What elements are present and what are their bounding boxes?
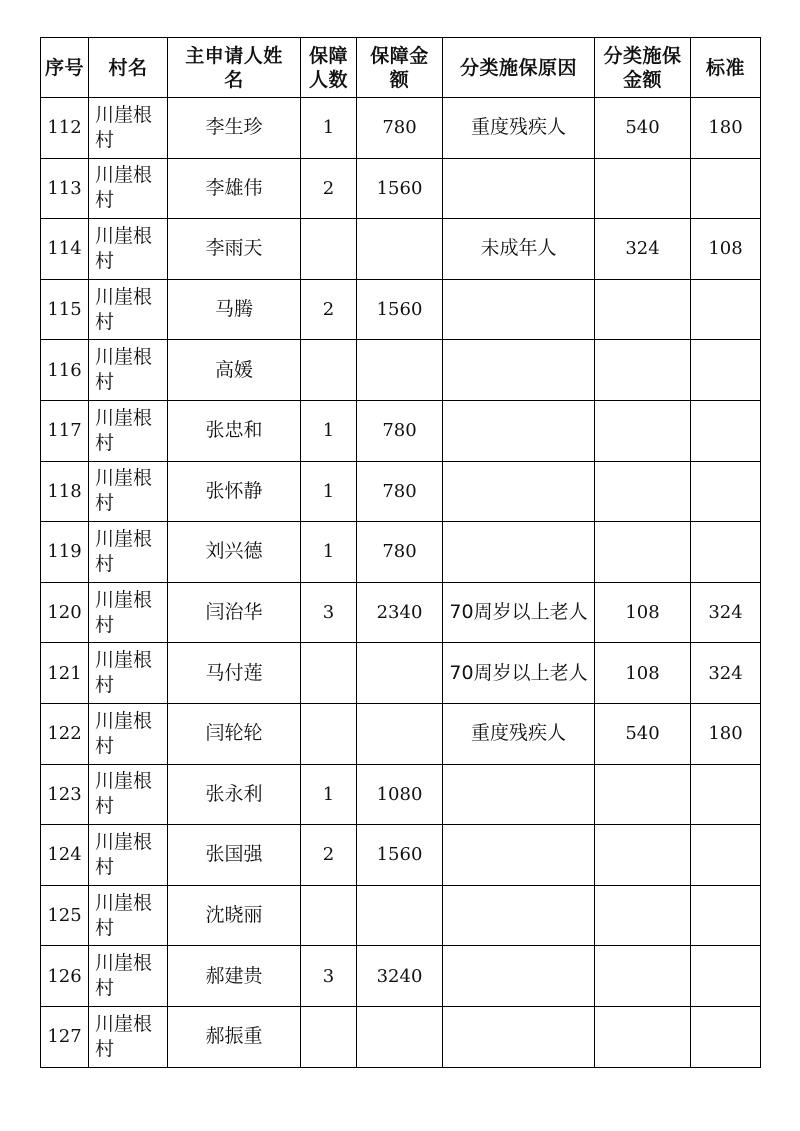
- cell-applicant: 马付莲: [168, 643, 301, 704]
- cell-seq: 116: [41, 340, 89, 401]
- cell-amount: 1080: [357, 764, 443, 825]
- cell-persons: 3: [301, 582, 357, 643]
- cell-category-amount: [595, 461, 691, 522]
- cell-amount: [357, 643, 443, 704]
- cell-seq: 113: [41, 158, 89, 219]
- cell-amount: 780: [357, 522, 443, 583]
- table-row: [41, 461, 761, 522]
- table-row: [41, 946, 761, 1007]
- cell-persons: 2: [301, 158, 357, 219]
- table-row: [41, 98, 761, 159]
- cell-amount: 1560: [357, 825, 443, 886]
- cell-seq: 115: [41, 279, 89, 340]
- cell-persons: 2: [301, 825, 357, 886]
- table-row: [41, 643, 761, 704]
- cell-village: 川崖根村: [89, 158, 168, 219]
- cell-seq: 120: [41, 582, 89, 643]
- table-row: [41, 885, 761, 946]
- cell-persons: 3: [301, 946, 357, 1007]
- cell-village: 川崖根村: [89, 522, 168, 583]
- cell-standard: [691, 279, 761, 340]
- header-persons: 保障人数: [301, 38, 357, 98]
- cell-category-amount: 540: [595, 98, 691, 159]
- cell-seq: 124: [41, 825, 89, 886]
- cell-reason: [443, 522, 595, 583]
- cell-applicant: 张国强: [168, 825, 301, 886]
- cell-persons: 1: [301, 461, 357, 522]
- cell-persons: [301, 643, 357, 704]
- cell-amount: [357, 885, 443, 946]
- cell-category-amount: [595, 885, 691, 946]
- cell-applicant: 李生珍: [168, 98, 301, 159]
- cell-persons: 1: [301, 98, 357, 159]
- cell-standard: [691, 400, 761, 461]
- cell-seq: 114: [41, 219, 89, 280]
- cell-applicant: 沈晓丽: [168, 885, 301, 946]
- cell-village: 川崖根村: [89, 461, 168, 522]
- cell-village: 川崖根村: [89, 400, 168, 461]
- cell-village: 川崖根村: [89, 1006, 168, 1067]
- cell-category-amount: [595, 764, 691, 825]
- cell-standard: [691, 461, 761, 522]
- cell-village: 川崖根村: [89, 279, 168, 340]
- cell-standard: [691, 1006, 761, 1067]
- cell-reason: 未成年人: [443, 219, 595, 280]
- cell-standard: [691, 764, 761, 825]
- cell-seq: 123: [41, 764, 89, 825]
- cell-village: 川崖根村: [89, 825, 168, 886]
- cell-seq: 122: [41, 703, 89, 764]
- cell-persons: [301, 219, 357, 280]
- cell-applicant: 李雨天: [168, 219, 301, 280]
- cell-reason: [443, 1006, 595, 1067]
- cell-amount: 780: [357, 400, 443, 461]
- cell-standard: [691, 158, 761, 219]
- table-row: [41, 825, 761, 886]
- cell-reason: [443, 946, 595, 1007]
- cell-standard: 180: [691, 703, 761, 764]
- cell-standard: 324: [691, 582, 761, 643]
- cell-category-amount: [595, 340, 691, 401]
- cell-reason: 70周岁以上老人: [443, 582, 595, 643]
- cell-seq: 119: [41, 522, 89, 583]
- cell-reason: 重度残疾人: [443, 98, 595, 159]
- cell-persons: 1: [301, 522, 357, 583]
- cell-amount: 1560: [357, 279, 443, 340]
- cell-seq: 112: [41, 98, 89, 159]
- cell-applicant: 张怀静: [168, 461, 301, 522]
- cell-persons: 1: [301, 764, 357, 825]
- cell-reason: [443, 400, 595, 461]
- cell-village: 川崖根村: [89, 764, 168, 825]
- cell-category-amount: [595, 158, 691, 219]
- header-reason: 分类施保原因: [443, 38, 595, 98]
- cell-applicant: 郝振重: [168, 1006, 301, 1067]
- cell-reason: [443, 158, 595, 219]
- cell-reason: [443, 461, 595, 522]
- cell-village: 川崖根村: [89, 219, 168, 280]
- cell-category-amount: 108: [595, 582, 691, 643]
- table-row: [41, 1006, 761, 1067]
- cell-reason: 重度残疾人: [443, 703, 595, 764]
- cell-category-amount: [595, 522, 691, 583]
- cell-standard: [691, 522, 761, 583]
- header-amount: 保障金额: [357, 38, 443, 98]
- table-row: [41, 219, 761, 280]
- cell-category-amount: [595, 400, 691, 461]
- cell-category-amount: [595, 946, 691, 1007]
- cell-amount: 780: [357, 98, 443, 159]
- cell-seq: 125: [41, 885, 89, 946]
- cell-amount: 3240: [357, 946, 443, 1007]
- cell-village: 川崖根村: [89, 98, 168, 159]
- cell-seq: 126: [41, 946, 89, 1007]
- cell-persons: 2: [301, 279, 357, 340]
- cell-amount: 1560: [357, 158, 443, 219]
- cell-persons: [301, 1006, 357, 1067]
- header-seq: 序号: [41, 38, 89, 98]
- cell-applicant: 高媛: [168, 340, 301, 401]
- cell-amount: [357, 703, 443, 764]
- cell-amount: [357, 340, 443, 401]
- cell-reason: [443, 885, 595, 946]
- cell-persons: [301, 703, 357, 764]
- cell-applicant: 张永利: [168, 764, 301, 825]
- header-row: [41, 38, 761, 98]
- table-row: [41, 279, 761, 340]
- cell-village: 川崖根村: [89, 946, 168, 1007]
- table-row: [41, 158, 761, 219]
- table-row: [41, 400, 761, 461]
- cell-seq: 127: [41, 1006, 89, 1067]
- cell-category-amount: 540: [595, 703, 691, 764]
- table-row: [41, 340, 761, 401]
- cell-standard: 180: [691, 98, 761, 159]
- cell-category-amount: 108: [595, 643, 691, 704]
- table-row: [41, 582, 761, 643]
- table-body: [41, 98, 761, 1068]
- cell-applicant: 闫治华: [168, 582, 301, 643]
- cell-reason: [443, 279, 595, 340]
- table-row: [41, 703, 761, 764]
- cell-standard: [691, 825, 761, 886]
- cell-category-amount: [595, 825, 691, 886]
- cell-category-amount: 324: [595, 219, 691, 280]
- cell-applicant: 张忠和: [168, 400, 301, 461]
- cell-persons: [301, 340, 357, 401]
- cell-persons: 1: [301, 400, 357, 461]
- header-category-amount: 分类施保金额: [595, 38, 691, 98]
- cell-village: 川崖根村: [89, 582, 168, 643]
- cell-reason: 70周岁以上老人: [443, 643, 595, 704]
- cell-standard: [691, 340, 761, 401]
- cell-reason: [443, 764, 595, 825]
- header-standard: 标准: [691, 38, 761, 98]
- cell-seq: 117: [41, 400, 89, 461]
- cell-applicant: 刘兴德: [168, 522, 301, 583]
- cell-applicant: 郝建贵: [168, 946, 301, 1007]
- cell-category-amount: [595, 279, 691, 340]
- table-row: [41, 764, 761, 825]
- cell-village: 川崖根村: [89, 885, 168, 946]
- cell-applicant: 马腾: [168, 279, 301, 340]
- cell-standard: [691, 885, 761, 946]
- cell-seq: 121: [41, 643, 89, 704]
- header-applicant: 主申请人姓名: [168, 38, 301, 98]
- header-village: 村名: [89, 38, 168, 98]
- cell-amount: [357, 1006, 443, 1067]
- cell-seq: 118: [41, 461, 89, 522]
- table-row: [41, 522, 761, 583]
- cell-standard: 108: [691, 219, 761, 280]
- cell-amount: 780: [357, 461, 443, 522]
- cell-amount: 2340: [357, 582, 443, 643]
- cell-reason: [443, 340, 595, 401]
- assistance-table: [40, 37, 761, 1068]
- cell-standard: 324: [691, 643, 761, 704]
- cell-category-amount: [595, 1006, 691, 1067]
- cell-amount: [357, 219, 443, 280]
- cell-village: 川崖根村: [89, 340, 168, 401]
- table-header: [41, 38, 761, 98]
- cell-applicant: 闫轮轮: [168, 703, 301, 764]
- cell-applicant: 李雄伟: [168, 158, 301, 219]
- cell-standard: [691, 946, 761, 1007]
- cell-village: 川崖根村: [89, 643, 168, 704]
- cell-village: 川崖根村: [89, 703, 168, 764]
- cell-persons: [301, 885, 357, 946]
- cell-reason: [443, 825, 595, 886]
